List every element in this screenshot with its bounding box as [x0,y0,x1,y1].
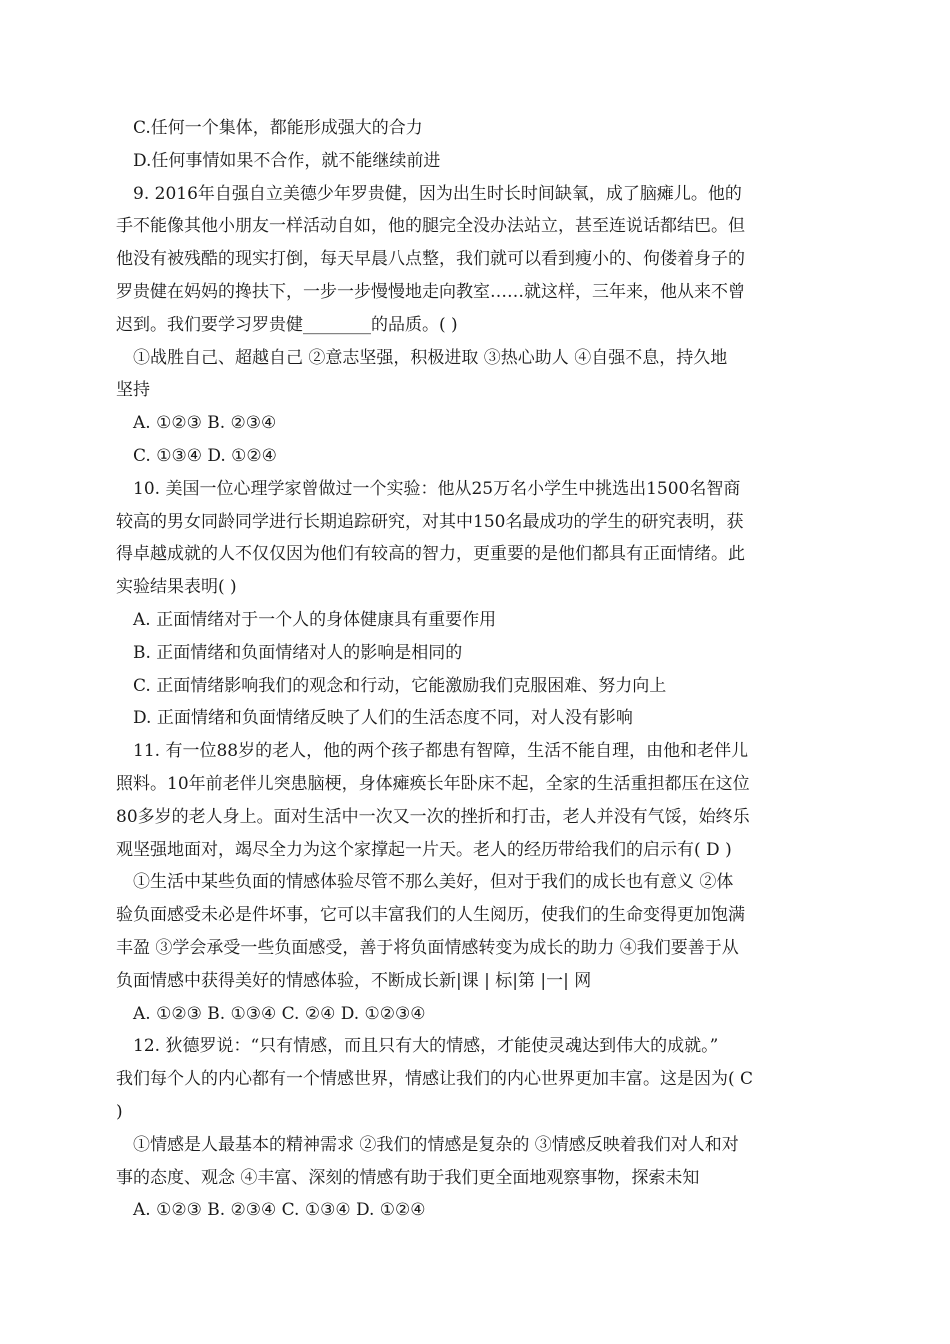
q10-stem-line: 10. 美国一位心理学家曾做过一个实验：他从25万名小学生中挑选出1500名智商 [133,478,741,499]
q9-stem-line: 罗贵健在妈妈的搀扶下，一步一步慢慢地走向教室……就这样，三年来，他从来不曾 [116,281,745,302]
question-9 [116,178,828,473]
q12-statements-line: 事的态度、观念 ④丰富、深刻的情感有助于我们更全面地观察事物，探索未知 [116,1167,700,1188]
q9-stem-line: 9. 2016年自强自立美德少年罗贵健，因为出生时长时间缺氧，成了脑瘫儿。他的 [133,183,742,204]
q9-stem-line: 迟到。我们要学习罗贵健________的品质。( ) [116,314,458,335]
q9-statements-line: 坚持 [116,380,150,401]
q10-option-d: D. 正面情绪和负面情绪反映了人们的生活态度不同，对人没有影响 [133,708,633,729]
q11-statements-line: 丰盈 ③学会承受一些负面感受，善于将负面情感转变为成长的助力 ④我们要善于从 [116,937,739,958]
q10-option-b: B. 正面情绪和负面情绪对人的影响是相同的 [133,642,463,663]
q11-statements-line: 负面情感中获得美好的情感体验，不断成长新|课 | 标|第 |一| 网 [116,970,592,991]
question-8-options [116,112,828,178]
question-11 [116,735,828,1030]
q12-stem-line: 12. 狄德罗说：“只有情感，而且只有大的情感，才能使灵魂达到伟大的成就。” [133,1036,719,1057]
q10-stem-line: 得卓越成就的人不仅仅因为他们有较高的智力，更重要的是他们都具有正面情绪。此 [116,544,745,565]
q12-statements-line: ①情感是人最基本的精神需求 ②我们的情感是复杂的 ③情感反映着我们对人和对 [133,1134,739,1155]
q9-options-line: C. ①③④ D. ①②④ [133,445,277,466]
q11-stem-line: 80多岁的老人身上。面对生活中一次又一次的挫折和打击，老人并没有气馁，始终乐 [116,806,750,827]
q10-stem-line: 较高的男女同龄同学进行长期追踪研究，对其中150名最成功的学生的研究表明，获 [116,511,744,532]
q11-stem-line: 观坚强地面对，竭尽全力为这个家撑起一片天。老人的经历带给我们的启示有( D ) [116,839,732,860]
q9-stem-line: 手不能像其他小朋友一样活动自如，他的腿完全没办法站立，甚至连说话都结巴。但 [116,216,745,237]
q9-statements-line: ①战胜自己、超越自己 ②意志坚强，积极进取 ③热心助人 ④自强不息，持久地 [133,347,728,368]
q9-stem-line: 他没有被残酷的现实打倒，每天早晨八点整，我们就可以看到瘦小的、佝偻着身子的 [116,249,745,270]
q11-stem-line: 照料。10年前老伴儿突患脑梗，身体瘫痪长年卧床不起，全家的生活重担都压在这位 [116,773,750,794]
q11-stem-line: 11. 有一位88岁的老人，他的两个孩子都患有智障，生活不能自理，由他和老伴儿 [133,741,749,762]
q10-option-a: A. 正面情绪对于一个人的身体健康具有重要作用 [133,609,497,630]
q11-options-line: A. ①②③ B. ①③④ C. ②④ D. ①②③④ [133,1003,426,1024]
question-10 [116,473,828,735]
q10-stem-line: 实验结果表明( ) [116,577,237,598]
q12-options-line: A. ①②③ B. ②③④ C. ①③④ D. ①②④ [133,1200,426,1221]
question-12 [116,1030,828,1227]
q11-statements-line: 验负面感受未必是件坏事，它可以丰富我们的人生阅历，使我们的生命变得更加饱满 [116,905,745,926]
q12-stem-line: ) [116,1101,123,1122]
q12-stem-line: 我们每个人的内心都有一个情感世界，情感让我们的内心世界更加丰富。这是因为( C [116,1069,754,1090]
q10-option-c: C. 正面情绪影响我们的观念和行动，它能激励我们克服困难、努力向上 [133,675,667,696]
q8-option-c: C.任何一个集体，都能形成强大的合力 [133,118,423,138]
q8-option-d: D.任何事情如果不合作，就不能继续前进 [133,150,441,171]
q11-statements-line: ①生活中某些负面的情感体验尽管不那么美好，但对于我们的成长也有意义 ②体 [133,872,734,893]
q9-options-line: A. ①②③ B. ②③④ [133,413,277,434]
document-page [116,112,828,1227]
